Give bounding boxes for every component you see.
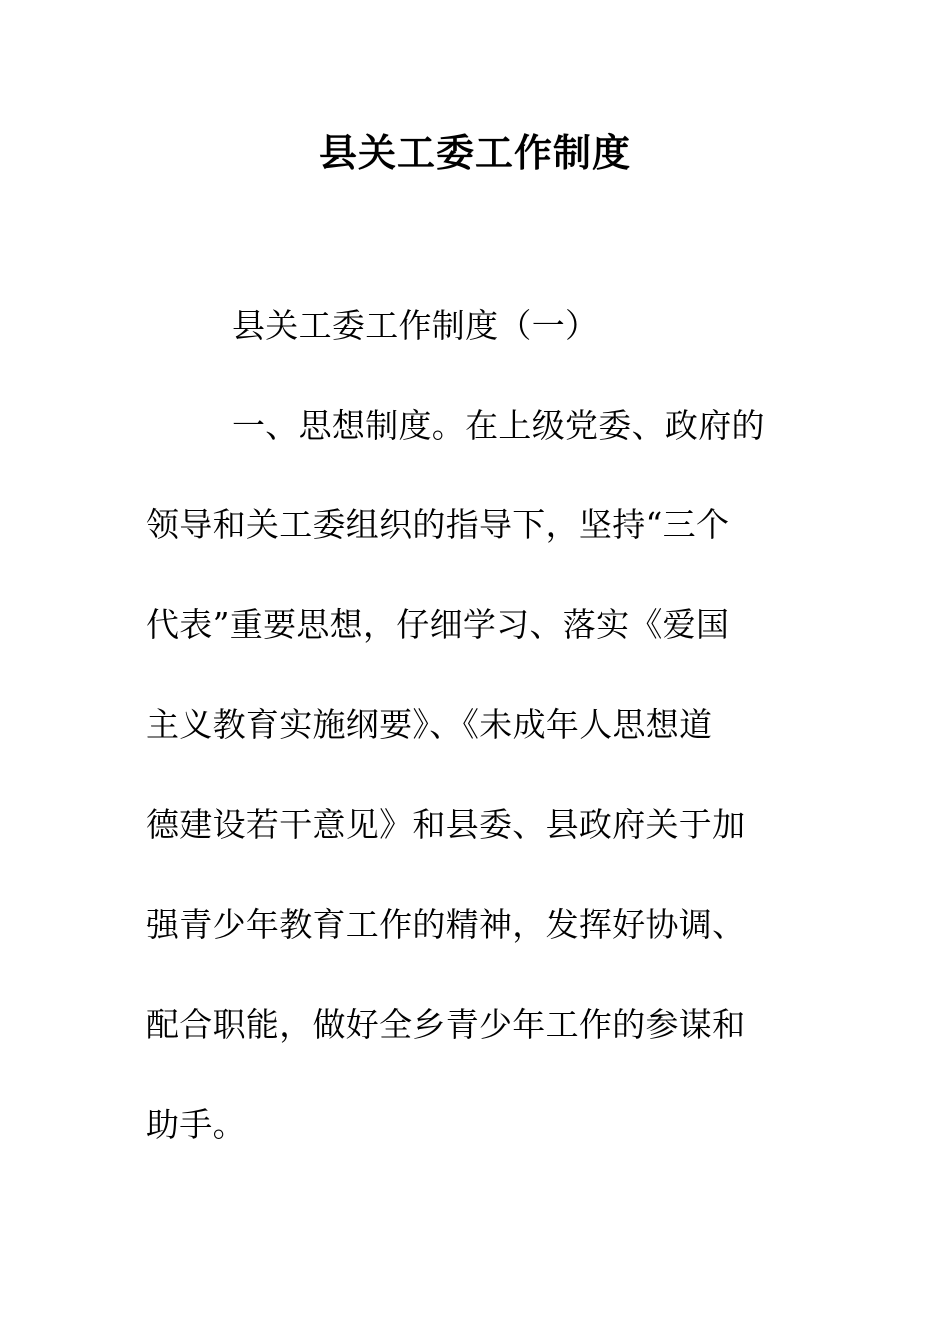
paragraph-line: 强青少年教育工作的精神，发挥好协调、 [146,905,746,944]
section-heading: 县关工委工作制度（一） [232,306,599,345]
paragraph-line: 助手。 [146,1105,246,1144]
paragraph-line: 代表”重要思想，仔细学习、落实《爱国 [146,605,730,644]
document-title: 县关工委工作制度 [318,130,631,175]
paragraph-line: 一、思想制度。在上级党委、政府的 [232,406,765,445]
paragraph-line: 德建设若干意见》和县委、县政府关于加 [146,805,746,844]
paragraph-line: 配合职能，做好全乡青少年工作的参谋和 [146,1005,746,1044]
paragraph-line: 领导和关工委组织的指导下，坚持“三个 [146,505,730,544]
paragraph-line: 主义教育实施纲要》、《未成年人思想道 [146,705,713,744]
